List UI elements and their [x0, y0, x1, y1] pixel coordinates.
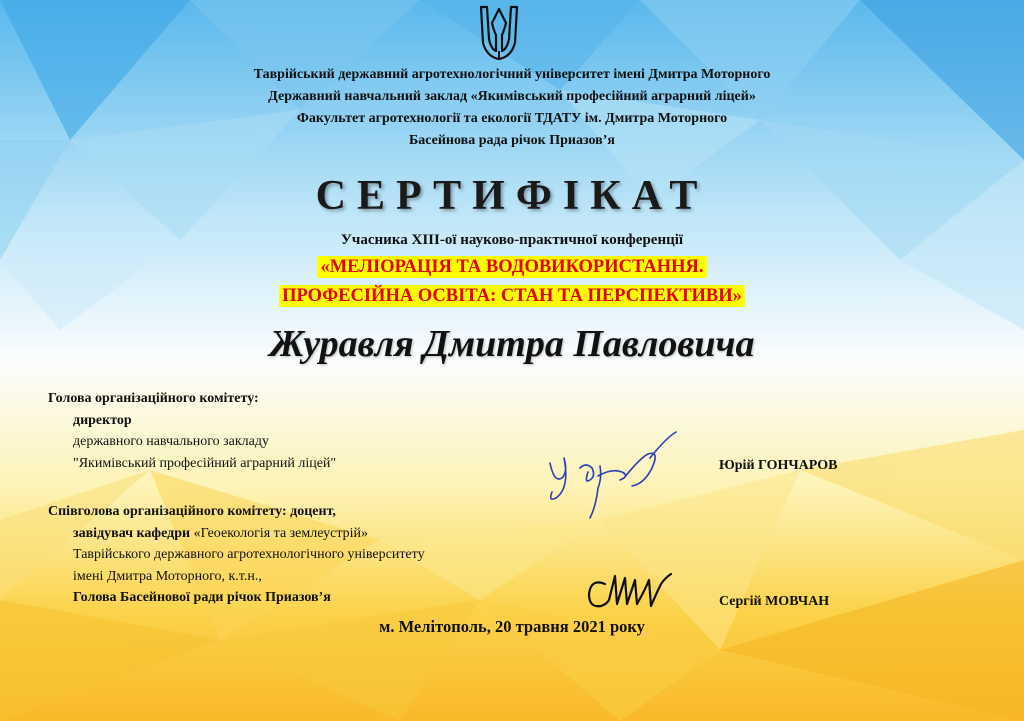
organizers-block: [0, 64, 1024, 152]
organizer-line: Басейнова рада річок Приазов’я: [409, 133, 615, 148]
place-date: м. Мелітополь, 20 травня 2021 року: [379, 617, 645, 636]
conference-title: [0, 256, 1024, 307]
chair-line: державного навчального закладу: [73, 434, 270, 449]
cochair-dept-prefix: завідувач кафедри: [73, 525, 191, 541]
chair-role: Голова організаційного комітету:: [48, 391, 259, 406]
organizer-line: Таврійський державний агротехнологічний університет імені Дмитра Моторного: [253, 67, 771, 82]
certificate-title: СЕРТИФІКАТ: [315, 173, 709, 219]
chair-name: Юрій ГОНЧАРОВ: [719, 458, 838, 473]
cochair-role: Співголова організаційного комітету: доцент,: [48, 504, 336, 519]
cochair-dept-name: «Геоекологія та землеустрій»: [190, 525, 368, 541]
cochair-line: імені Дмитра Моторного, к.т.н.,: [73, 568, 262, 584]
recipient-name: Журавля Дмитра Павловича: [269, 323, 755, 365]
cochair-block: [48, 501, 425, 609]
chair-signature: [540, 428, 690, 528]
conference-line-2: ПРОФЕСІЙНА ОСВІТА: СТАН ТА ПЕРСПЕКТИВИ»: [279, 285, 745, 307]
participant-subtitle: Учасника XIII-ої науково-практичної конференції: [340, 232, 684, 248]
chair-line: "Якимівський професійний аграрний ліцей": [73, 455, 337, 471]
trident-icon: [477, 5, 521, 61]
organizer-line: Державний навчальний заклад «Якимівський професійний аграрний ліцей»: [268, 89, 756, 104]
chair-block: [48, 388, 336, 474]
cochair-line: Голова Басейнової ради річок Приазов’я: [73, 590, 331, 605]
conference-line-1: «МЕЛІОРАЦІЯ ТА ВОДОВИКОРИСТАННЯ.: [317, 256, 706, 278]
cochair-name: Сергій МОВЧАН: [719, 594, 830, 609]
organizer-line: Факультет агротехнології та екології ТДАТУ ім. Дмитра Моторного: [296, 111, 728, 126]
cochair-signature: [585, 570, 675, 615]
chair-line: директор: [73, 412, 132, 428]
cochair-line: Таврійського державного агротехнологічного університету: [73, 547, 425, 562]
